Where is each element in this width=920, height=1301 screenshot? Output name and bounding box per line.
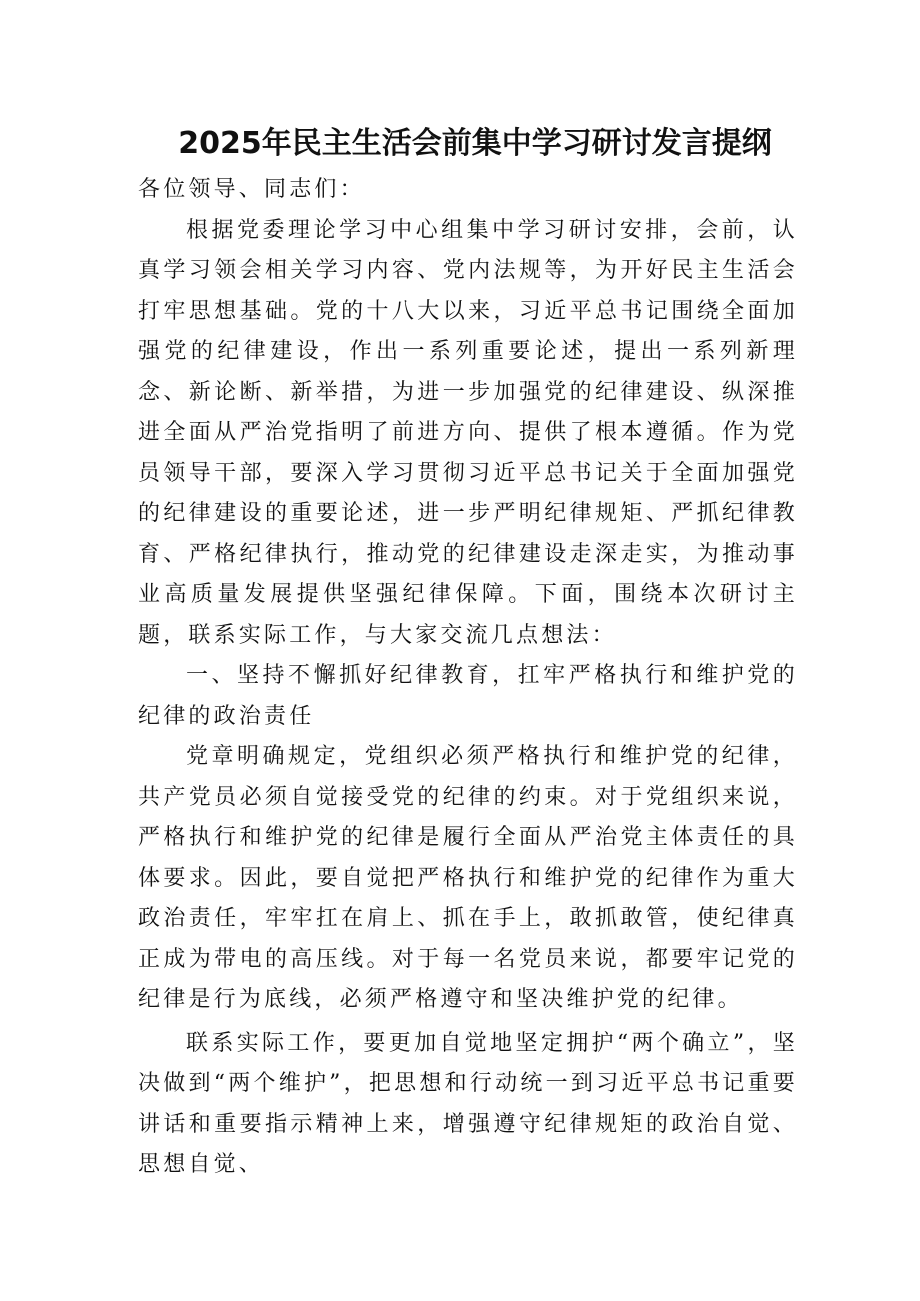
body-paragraph: 党章明确规定，党组织必须严格执行和维护党的纪律，共产党员必须自觉接受党的纪律的约束。对于党组织来说，严格执行和维护党的纪律是履行全面从严治党主体责任的具体要求。因此，要自觉把严格执行和维护党的纪律作为重大政治责任，牢牢扛在肩上、抓在手上，敢抓敢管，使纪律真正成为带电的高压线。对于每一名党员来说，都要牢记党的纪律是行为底线，必须严格遵守和坚决维护党的纪律。 xyxy=(138,744,798,1012)
document-body xyxy=(138,170,798,1186)
section-heading-1: 一、坚持不懈抓好纪律教育，扛牢严格执行和维护党的纪律的政治责任 xyxy=(138,663,798,729)
document-title: 2025年民主生活会前集中学习研讨发言提纲 xyxy=(178,126,772,161)
salutation: 各位领导、同志们： xyxy=(138,177,365,202)
intro-paragraph: 根据党委理论学习中心组集中学习研讨安排，会前，认真学习领会相关学习内容、党内法规等，为开好民主生活会打牢思想基础。党的十八大以来，习近平总书记围绕全面加强党的纪律建设，作出一系列重要论述，提出一系列新理念、新论断、新举措，为进一步加强党的纪律建设、纵深推进全面从严治党指明了前进方向、提供了根本遵循。作为党员领导干部，要深入学习贯彻习近平总书记关于全面加强党的纪律建设的重要论述，进一步严明纪律规矩、严抓纪律教育、严格纪律执行，推动党的纪律建设走深走实，为推动事业高质量发展提供坚强纪律保障。下面，围绕本次研讨主题，联系实际工作，与大家交流几点想法： xyxy=(138,217,798,648)
body-paragraph: 联系实际工作，要更加自觉地坚定拥护“两个确立”，坚决做到“两个维护”，把思想和行动统一到习近平总书记重要讲话和重要指示精神上来，增强遵守纪律规矩的政治自觉、思想自觉、 xyxy=(138,1030,798,1177)
